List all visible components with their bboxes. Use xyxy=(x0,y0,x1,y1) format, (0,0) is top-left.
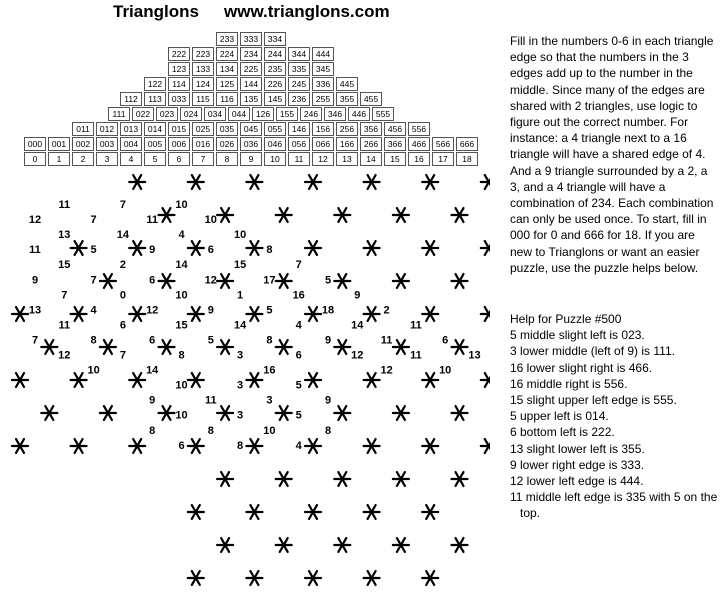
triangle-value[interactable]: 11 xyxy=(146,214,159,227)
combo-cell: 003 xyxy=(96,137,118,151)
combo-cell: 135 xyxy=(240,92,262,106)
instructions-text: Fill in the numbers 0-6 in each triangle edge so that the numbers in the 3 edges add up to the number in the middle. Since many of the edges are shared with 2 triangles, use logic to figure out the correct number. For instance: a 4 triangle next to a 16 triangle will have a shared edge of 4. And a 9 triangle surrounded by a 2, a 3, and a 4 triangle will have a combination of 234. Each combination can only be used once. To start, fill in 000 for 0 and 666 for 18. If you are new to Trianglons or want an easier puzzle, use the puzzle helps below. xyxy=(510,34,714,275)
triangle-value[interactable]: 13 xyxy=(28,304,42,317)
triangle-value[interactable]: 8 xyxy=(207,424,214,437)
puzzle-numbers xyxy=(29,199,481,452)
sum-header-cell: 12 xyxy=(312,152,334,166)
combo-cell: 122 xyxy=(144,77,166,91)
triangle-value[interactable]: 8 xyxy=(178,349,185,362)
combo-cell: 224 xyxy=(216,47,238,61)
combo-cell: 234 xyxy=(240,47,262,61)
combo-cell: 235 xyxy=(264,62,286,76)
triangle-value[interactable]: 12 xyxy=(58,349,71,362)
combo-cell: 013 xyxy=(120,122,142,136)
triangle-value[interactable]: 6 xyxy=(442,334,449,347)
combo-cell: 014 xyxy=(144,122,166,136)
triangle-value[interactable]: 14 xyxy=(233,319,247,332)
combo-cell: 012 xyxy=(96,122,118,136)
triangle-value[interactable]: 5 xyxy=(295,379,302,392)
combo-cell: 466 xyxy=(408,137,430,151)
triangle-value[interactable]: 6 xyxy=(149,274,156,287)
triangle-value[interactable]: 10 xyxy=(87,364,100,377)
triangle-value[interactable]: 14 xyxy=(351,319,364,332)
triangle-value[interactable]: 3 xyxy=(266,394,273,407)
triangle-value[interactable]: 9 xyxy=(354,289,361,302)
triangle-value[interactable]: 11 xyxy=(58,199,71,211)
combo-cell: 033 xyxy=(168,92,190,106)
combo-cell: 111 xyxy=(108,107,130,121)
help-item: 16 middle right is 556. xyxy=(510,376,628,391)
combo-cell: 145 xyxy=(264,92,286,106)
combo-cell: 022 xyxy=(132,107,154,121)
combo-cell: 001 xyxy=(48,137,70,151)
triangle-value[interactable]: 10 xyxy=(175,379,188,392)
triangle-value[interactable]: 6 xyxy=(119,319,126,332)
triangle-value[interactable]: 5 xyxy=(266,304,273,317)
triangle-value[interactable]: 12 xyxy=(28,214,42,227)
sum-header-cell: 1 xyxy=(48,152,70,166)
combo-cell: 566 xyxy=(432,137,454,151)
combo-cell: 055 xyxy=(264,122,286,136)
triangle-value[interactable]: 11 xyxy=(58,319,71,332)
combo-cell: 256 xyxy=(336,122,358,136)
combo-cell: 133 xyxy=(192,62,214,76)
triangle-value[interactable]: 5 xyxy=(295,409,302,422)
sum-header-cell: 10 xyxy=(264,152,286,166)
triangle-value[interactable]: 6 xyxy=(295,349,302,362)
help-item: 6 bottom left is 222. xyxy=(510,425,615,440)
help-item: 5 upper left is 014. xyxy=(510,409,609,424)
combo-cell: 233 xyxy=(216,32,238,46)
sum-header-cell: 18 xyxy=(456,152,478,166)
combo-cell: 124 xyxy=(192,77,214,91)
sum-header-cell: 2 xyxy=(72,152,94,166)
combo-cell: 334 xyxy=(264,32,286,46)
triangle-value[interactable]: 9 xyxy=(31,274,39,287)
combo-cell: 556 xyxy=(408,122,430,136)
help-item: 13 slight lower left is 355. xyxy=(510,441,645,456)
help-list xyxy=(510,327,720,521)
triangle-value[interactable]: 3 xyxy=(237,349,244,362)
triangle-value[interactable]: 16 xyxy=(263,364,276,377)
combo-cell: 366 xyxy=(384,137,406,151)
combo-cell: 555 xyxy=(372,107,394,121)
triangle-value[interactable]: 14 xyxy=(116,229,130,242)
triangle-value[interactable]: 9 xyxy=(207,304,214,317)
combo-cell: 222 xyxy=(168,47,190,61)
sum-header-cell: 11 xyxy=(288,152,310,166)
help-item: 12 lower left edge is 444. xyxy=(510,474,644,489)
triangle-value[interactable]: 10 xyxy=(233,229,247,242)
combo-cell: 134 xyxy=(216,62,238,76)
triangle-value[interactable]: 3 xyxy=(237,379,244,392)
help-item: 11 middle left edge is 335 with 5 on the top. xyxy=(510,490,718,521)
triangle-value[interactable]: 10 xyxy=(175,409,188,422)
combo-cell: 126 xyxy=(252,107,274,121)
triangle-value[interactable]: 11 xyxy=(204,394,217,407)
combo-cell: 035 xyxy=(216,122,238,136)
triangle-value[interactable]: 10 xyxy=(175,289,188,302)
combo-cell: 036 xyxy=(240,137,262,151)
triangle-value[interactable]: 6 xyxy=(178,439,185,452)
triangle-value[interactable]: 5 xyxy=(207,334,214,347)
combo-cell: 255 xyxy=(312,92,334,106)
combo-cell: 112 xyxy=(120,92,142,106)
combo-cell: 666 xyxy=(456,137,478,151)
triangle-value[interactable]: 15 xyxy=(175,319,188,332)
combo-cell: 446 xyxy=(348,107,370,121)
combo-cell: 266 xyxy=(360,137,382,151)
combo-cell: 011 xyxy=(72,122,94,136)
combo-cell: 244 xyxy=(264,47,286,61)
sum-header-cell: 7 xyxy=(192,152,214,166)
combo-cell: 026 xyxy=(216,137,238,151)
combo-cell: 005 xyxy=(144,137,166,151)
combo-cell: 445 xyxy=(336,77,358,91)
triangle-value[interactable]: 8 xyxy=(149,424,156,437)
triangle-value[interactable]: 3 xyxy=(237,409,244,422)
help-panel xyxy=(510,311,720,522)
combo-cell: 455 xyxy=(360,92,382,106)
combo-cell: 006 xyxy=(168,137,190,151)
combo-cell: 355 xyxy=(336,92,358,106)
combo-cell: 155 xyxy=(276,107,298,121)
sum-header-cell: 4 xyxy=(120,152,142,166)
triangle-value[interactable]: 4 xyxy=(178,229,185,242)
triangle-value[interactable]: 15 xyxy=(233,259,247,272)
combo-cell: 000 xyxy=(24,137,46,151)
help-item: 16 lower slight right is 466. xyxy=(510,360,653,375)
help-item: 3 lower middle (left of 9) is 111. xyxy=(510,344,675,359)
triangle-value[interactable]: 6 xyxy=(207,244,214,257)
combo-cell: 245 xyxy=(288,77,310,91)
triangle-value[interactable]: 15 xyxy=(58,259,71,272)
combo-cell: 336 xyxy=(312,77,334,91)
combo-cell: 156 xyxy=(312,122,334,136)
triangle-value[interactable]: 9 xyxy=(149,244,156,257)
triangle-value[interactable]: 2 xyxy=(383,304,390,317)
triangle-value[interactable]: 12 xyxy=(351,349,364,362)
triangle-value[interactable]: 7 xyxy=(31,334,39,347)
triangle-value[interactable]: 5 xyxy=(90,244,97,257)
triangle-value[interactable]: 8 xyxy=(90,334,97,347)
triangle-value[interactable]: 9 xyxy=(324,334,332,347)
combo-cell: 115 xyxy=(192,92,214,106)
combo-cell: 223 xyxy=(192,47,214,61)
triangle-value[interactable]: 11 xyxy=(410,349,422,362)
triangle-value[interactable]: 7 xyxy=(61,289,68,302)
app-title: Trianglons xyxy=(113,2,199,21)
triangle-value[interactable]: 8 xyxy=(324,424,332,437)
sum-header-cell: 5 xyxy=(144,152,166,166)
sum-header-cell: 9 xyxy=(240,152,262,166)
combo-cell: 125 xyxy=(216,77,238,91)
sum-header-cell: 3 xyxy=(96,152,118,166)
combo-cell: 333 xyxy=(240,32,262,46)
triangle-value[interactable]: 13 xyxy=(58,229,71,242)
triangle-value[interactable]: 10 xyxy=(175,199,188,211)
puzzle-board xyxy=(0,170,490,595)
sum-header-cell: 15 xyxy=(384,152,406,166)
combo-cell: 056 xyxy=(288,137,310,151)
combo-cell: 004 xyxy=(120,137,142,151)
combo-cell: 025 xyxy=(192,122,214,136)
combo-cell: 444 xyxy=(312,47,334,61)
triangle-value[interactable]: 11 xyxy=(410,319,422,332)
combo-cell: 146 xyxy=(288,122,310,136)
triangle-value[interactable]: 10 xyxy=(263,424,276,437)
triangle-value[interactable]: 18 xyxy=(321,304,335,317)
combo-cell: 023 xyxy=(156,107,178,121)
combo-cell: 356 xyxy=(360,122,382,136)
combo-cell: 113 xyxy=(144,92,166,106)
sum-header-cell: 8 xyxy=(216,152,238,166)
site-url[interactable]: www.trianglons.com xyxy=(224,2,390,21)
help-title: Help for Puzzle #500 xyxy=(510,312,622,326)
combo-cell: 015 xyxy=(168,122,190,136)
triangle-value[interactable]: 14 xyxy=(175,259,188,272)
triangle-value[interactable]: 6 xyxy=(149,334,156,347)
combo-cell: 045 xyxy=(240,122,262,136)
triangle-value[interactable]: 1 xyxy=(237,289,244,302)
combo-cell: 236 xyxy=(288,92,310,106)
sum-header-cell: 0 xyxy=(24,152,46,166)
combo-cell: 066 xyxy=(312,137,334,151)
triangle-value[interactable]: 4 xyxy=(295,439,302,452)
combo-cell: 246 xyxy=(300,107,322,121)
puzzle-grid-lines xyxy=(12,175,490,585)
triangle-value[interactable]: 5 xyxy=(324,274,332,287)
triangle-value[interactable]: 9 xyxy=(324,394,332,407)
combo-cell: 002 xyxy=(72,137,94,151)
combo-cell: 225 xyxy=(240,62,262,76)
combo-cell: 335 xyxy=(288,62,310,76)
triangle-value[interactable]: 10 xyxy=(204,214,217,227)
triangle-value[interactable]: 0 xyxy=(119,289,126,302)
triangle-value[interactable]: 11 xyxy=(380,334,393,347)
sum-header-cell: 6 xyxy=(168,152,190,166)
triangle-value[interactable]: 12 xyxy=(146,304,159,317)
triangle-value[interactable]: 12 xyxy=(380,364,393,377)
triangle-value[interactable]: 8 xyxy=(266,244,273,257)
combo-cell: 344 xyxy=(288,47,310,61)
triangle-value[interactable]: 7 xyxy=(295,259,302,272)
triangle-value[interactable]: 10 xyxy=(439,364,452,377)
combo-cell: 456 xyxy=(384,122,406,136)
triangle-value[interactable]: 7 xyxy=(90,274,97,287)
combo-cell: 116 xyxy=(216,92,238,106)
help-item: 5 middle slight left is 023. xyxy=(510,328,645,343)
sum-header-cell: 16 xyxy=(408,152,430,166)
help-item: 15 slight upper left edge is 555. xyxy=(510,393,677,408)
sum-header-cell: 14 xyxy=(360,152,382,166)
combo-cell: 123 xyxy=(168,62,190,76)
combo-cell: 144 xyxy=(240,77,262,91)
combo-cell: 346 xyxy=(324,107,346,121)
triangle-value[interactable]: 12 xyxy=(204,274,217,287)
triangle-value[interactable]: 7 xyxy=(90,214,97,227)
triangle-value[interactable]: 9 xyxy=(149,394,156,407)
triangle-value[interactable]: 4 xyxy=(295,319,302,332)
triangle-value[interactable]: 14 xyxy=(146,364,159,377)
combination-table xyxy=(24,32,480,168)
combo-cell: 034 xyxy=(204,107,226,121)
triangle-value[interactable]: 8 xyxy=(237,439,244,452)
triangle-value[interactable]: 17 xyxy=(263,274,276,287)
triangle-value[interactable]: 7 xyxy=(119,349,126,362)
triangle-value[interactable]: 2 xyxy=(119,259,126,272)
triangle-value[interactable]: 7 xyxy=(119,199,126,211)
help-item: 9 lower right edge is 333. xyxy=(510,457,645,472)
combo-cell: 016 xyxy=(192,137,214,151)
combo-cell: 114 xyxy=(168,77,190,91)
combo-cell: 044 xyxy=(228,107,250,121)
combo-cell: 345 xyxy=(312,62,334,76)
combo-cell: 166 xyxy=(336,137,358,151)
triangle-value[interactable]: 8 xyxy=(266,334,273,347)
combo-cell: 226 xyxy=(264,77,286,91)
triangle-value[interactable]: 4 xyxy=(90,304,97,317)
triangle-value[interactable]: 16 xyxy=(292,289,305,302)
combo-cell: 024 xyxy=(180,107,202,121)
triangle-value[interactable]: 13 xyxy=(468,349,481,362)
sum-header-cell: 17 xyxy=(432,152,454,166)
sum-header-cell: 13 xyxy=(336,152,358,166)
combo-cell: 046 xyxy=(264,137,286,151)
triangle-value[interactable]: 11 xyxy=(29,244,41,257)
